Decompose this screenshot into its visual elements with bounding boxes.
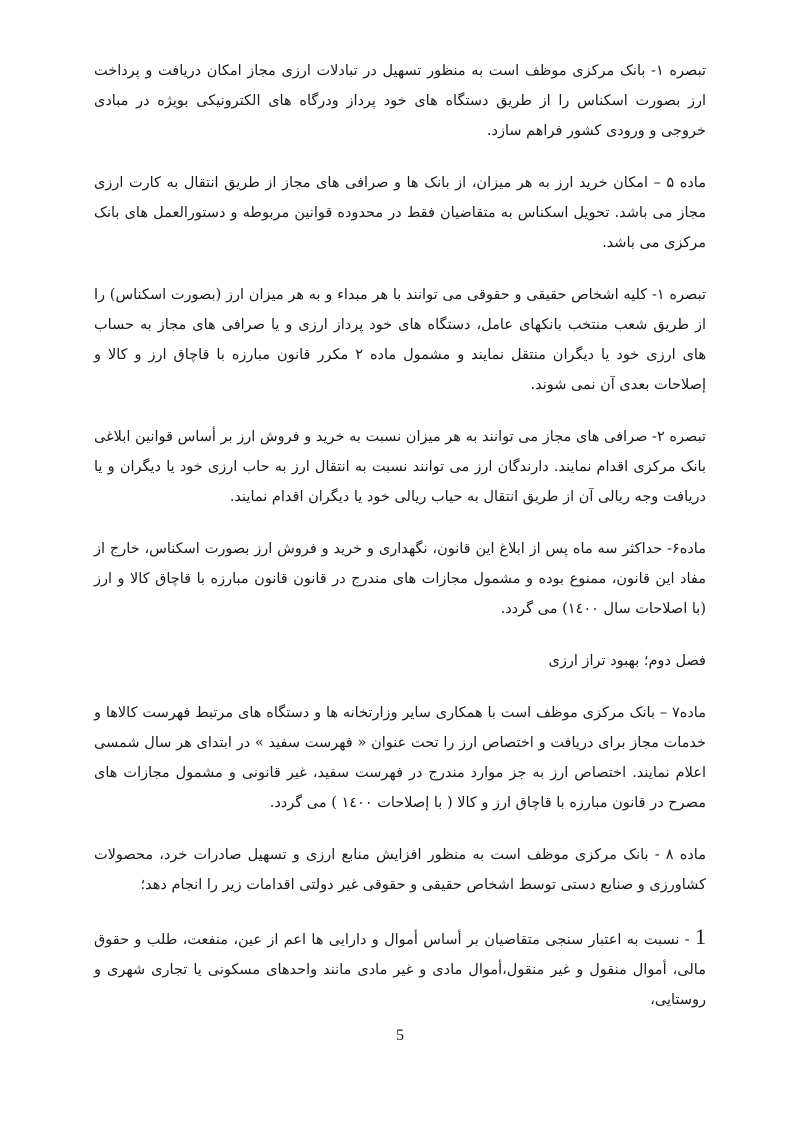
list-item-number: 1: [695, 924, 706, 949]
list-item-1: [94, 922, 706, 1015]
paragraph-article-7: ماده۷ – بانک مرکزی موظف است با همکاری سایر وزارتخانه ها و دستگاه های مرتبط فهرست کالاها و خدمات مجاز برای دریافت و اختصاص ارز را تحت عنوان « فهرست سفید » در ابتدای هر سال شمسی اعلام نمایند. اختصاص ارز به جز موارد مندرج در فهرست سفید، غیر قانونی و مشمول مجازات های مصرح در قانون مبارزه با قاچاق ارز و کالا ( با إصلاحات ۱٤۰۰ ) می گردد.: [94, 705, 706, 811]
list-item-text: - نسبت به اعتبار سنجی متقاضیان بر أساس أموال و دارایی ها اعم از عین، منفعت، طلب و حقوق مالی، أموال منقول و غیر منقول،أموال مادی و غیر مادی مانند واحدهای مسکونی یا تجاری شهری و روستایی،: [94, 932, 706, 1008]
paragraph-article-5-note-2: تبصره ۲- صرافی های مجاز می توانند به هر میزان نسبت به خرید و فروش ارز بر أساس قوانین ابلاغی بانک مرکزی اقدام نمایند. دارندگان ارز می توانند نسبت به انتقال ارز به حاب ارزی خود یا دیگران و یا دریافت وجه ریالی آن از طریق انتقال به حیاب ریالی خود یا دیگران اقدام نمایند.: [94, 429, 706, 505]
paragraph-article-5-note-1: تبصره ۱- کلیه اشخاص حقیقی و حقوقی می توانند با هر مبداء و به هر میزان ارز (بصورت اسکناس) را از طریق شعب منتخب بانکهای عامل، دستگاه های خود پرداز ارزی و یا صرافی های مجاز به حساب های ارزی خود یا دیگران منتقل نمایند و مشمول ماده ۲ مکرر قانون مبارزه با قاچاق ارز و کالا و إصلاحات بعدی آن نمی شوند.: [94, 287, 706, 393]
paragraph-article-8: ماده ۸ - بانک مرکزی موظف است به منظور افزایش منابع ارزی و تسهیل صادرات خرد، محصولات کشاورزی و صنایع دستی توسط اشخاص حقیقی و حقوقی غیر دولتی اقدامات زیر را انجام دهد؛: [94, 847, 706, 893]
paragraph-note-1-currency-exchange: تبصره ۱- بانک مرکزی موظف است به منظور تسهیل در تبادلات ارزی مجاز امکان دریافت و پرداخت ارز بصورت اسکناس را از طریق دستگاه های خود پرداز ودرگاه های الکترونیکی بویژه در مبادی خروجی و ورودی کشور فراهم سازد.: [94, 63, 706, 139]
paragraph-article-5: ماده ۵ – امکان خرید ارز به هر میزان، از بانک ها و صرافی های مجاز از طریق انتقال به کارت ارزی مجاز می باشد. تحویل اسکناس به متقاضیان فقط در محدوده قوانین مربوطه و دستورالعمل های بانک مرکزی می باشد.: [94, 175, 706, 251]
paragraph-article-6: ماده۶- حداکثر سه ماه پس از ابلاغ این قانون، نگهداری و خرید و فروش ارز بصورت اسکناس، خارج از مفاد این قانون، ممنوع بوده و مشمول مجازات های مندرج در قانون قانون مبارزه با قاچاق کالا و ارز (با اصلاحات سال ۱٤۰۰) می گردد.: [94, 541, 706, 617]
page-body: [94, 56, 706, 1037]
page-number: 5: [396, 1027, 404, 1044]
chapter-heading: فصل دوم؛ بهبود تراز ارزی: [548, 653, 706, 669]
